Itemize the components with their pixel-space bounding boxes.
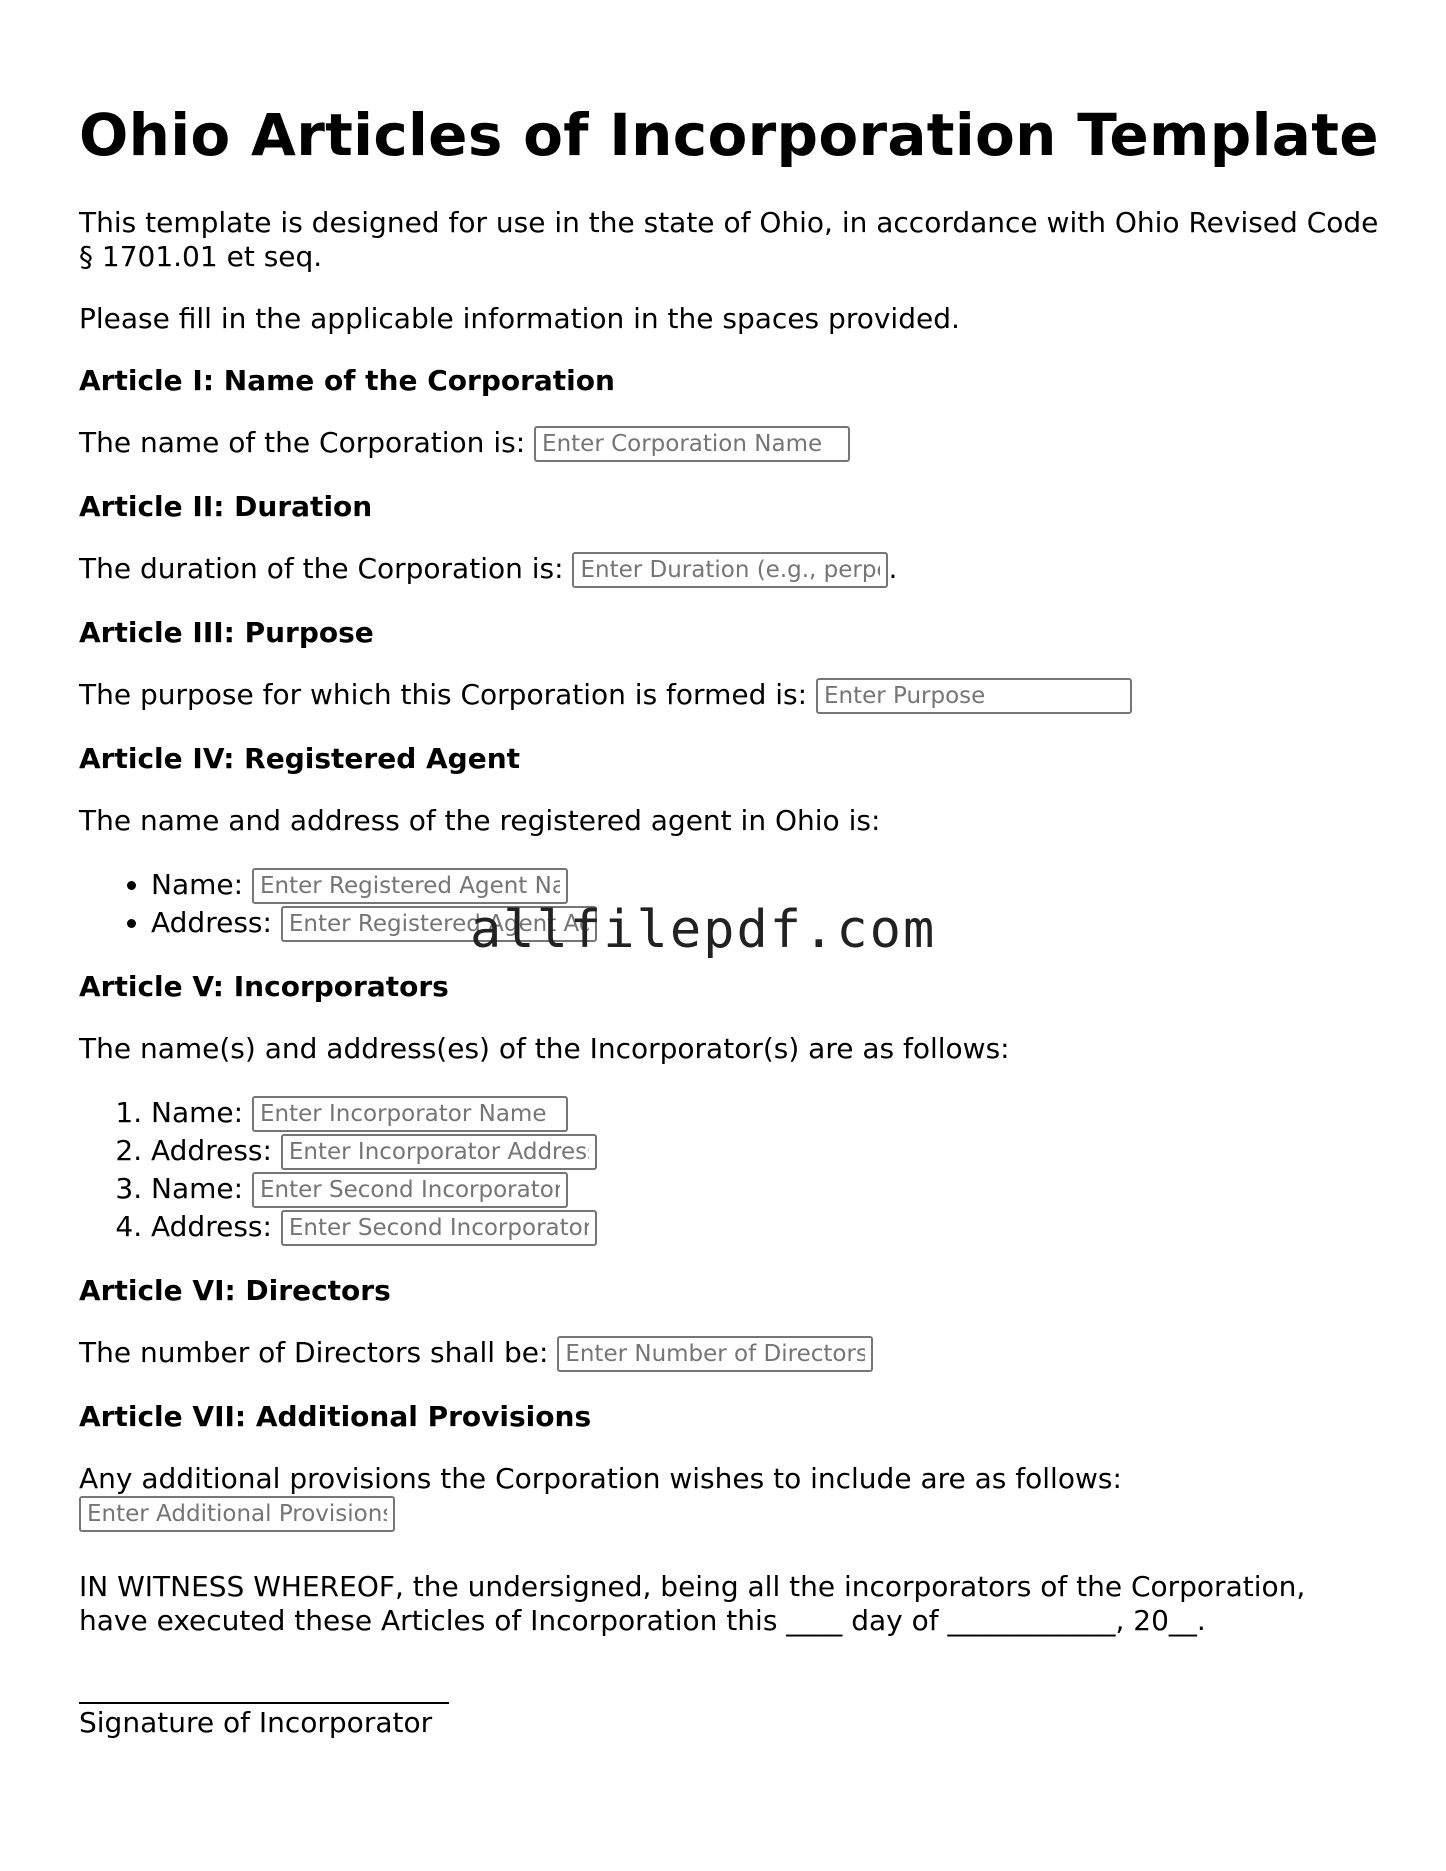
list-item (151, 1170, 1379, 1208)
article-4-heading: Article IV: Registered Agent (79, 742, 521, 775)
corporation-name-input[interactable] (534, 426, 850, 462)
witness-paragraph: IN WITNESS WHEREOF, the undersigned, being all the incorporators of the Corporation, have executed these Articles of Incorporation this ____ day of ____________, 20__. (79, 1570, 1306, 1637)
article-7-statement (79, 1462, 1379, 1532)
agent-name-label: Name: (151, 868, 244, 901)
directors-count-input[interactable] (557, 1336, 873, 1372)
signature-label: Signature of Incorporator (79, 1706, 433, 1739)
incorporator-address-input[interactable] (281, 1134, 597, 1170)
instructions-paragraph: Please fill in the applicable information in the spaces provided. (79, 302, 960, 335)
second-incorporator-name-label: Name: (151, 1172, 244, 1205)
intro-paragraph: This template is designed for use in the state of Ohio, in accordance with Ohio Revised Code § 1701.01 et seq. (79, 206, 1379, 273)
article-2-text: The duration of the Corporation is: (79, 552, 564, 585)
registered-agent-address-input[interactable] (281, 906, 597, 942)
article-7-text: Any additional provisions the Corporation wishes to include are as follows: (79, 1462, 1122, 1495)
registered-agent-name-input[interactable] (252, 868, 568, 904)
article-3-text: The purpose for which this Corporation is formed is: (79, 678, 808, 711)
page-title: Ohio Articles of Incorporation Template (79, 101, 1379, 169)
article-6-statement (79, 1336, 1379, 1372)
registered-agent-list (79, 866, 1379, 942)
article-1-statement (79, 426, 1379, 462)
article-3-statement (79, 678, 1379, 714)
second-incorporator-name-input[interactable] (252, 1172, 568, 1208)
purpose-input[interactable] (816, 678, 1132, 714)
article-5-heading: Article V: Incorporators (79, 970, 449, 1003)
article-4-text: The name and address of the registered agent in Ohio is: (79, 804, 881, 837)
article-2-statement (79, 552, 1379, 588)
list-item (151, 1094, 1379, 1132)
document-page (79, 100, 1379, 1740)
list-item (151, 904, 1379, 942)
article-1-text: The name of the Corporation is: (79, 426, 526, 459)
incorporator-address-label: Address: (151, 1134, 272, 1167)
second-incorporator-address-input[interactable] (281, 1210, 597, 1246)
article-1-heading: Article I: Name of the Corporation (79, 364, 615, 397)
article-6-heading: Article VI: Directors (79, 1274, 391, 1307)
article-5-text: The name(s) and address(es) of the Incorporator(s) are as follows: (79, 1032, 1010, 1065)
article-6-text: The number of Directors shall be: (79, 1336, 549, 1369)
list-item (151, 1132, 1379, 1170)
article-2-period: . (888, 552, 898, 585)
additional-provisions-input[interactable] (79, 1496, 395, 1532)
signature-line (79, 1702, 449, 1704)
article-3-heading: Article III: Purpose (79, 616, 374, 649)
duration-input[interactable] (572, 552, 888, 588)
article-2-heading: Article II: Duration (79, 490, 373, 523)
article-7-heading: Article VII: Additional Provisions (79, 1400, 592, 1433)
agent-address-label: Address: (151, 906, 272, 939)
list-item (151, 1208, 1379, 1246)
incorporators-list (79, 1094, 1379, 1246)
incorporator-name-input[interactable] (252, 1096, 568, 1132)
watermark: allfilepdf.com (470, 900, 937, 960)
list-item (151, 866, 1379, 904)
second-incorporator-address-label: Address: (151, 1210, 272, 1243)
incorporator-name-label: Name: (151, 1096, 244, 1129)
